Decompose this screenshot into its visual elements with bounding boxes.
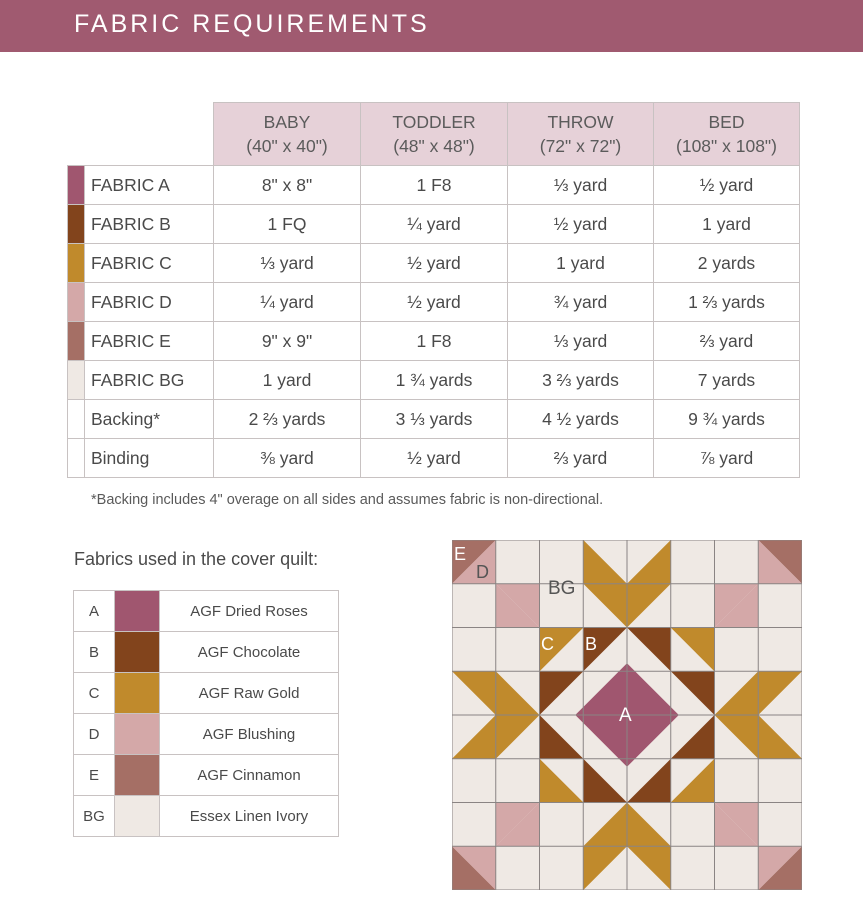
legend-row	[74, 673, 339, 714]
fabric-label: FABRIC D	[85, 283, 214, 322]
yardage-cell: 1 F8	[361, 322, 508, 361]
legend-swatch	[115, 755, 160, 796]
fabric-label: FABRIC A	[85, 166, 214, 205]
yardage-cell: 1 FQ	[214, 205, 361, 244]
fabric-requirements-table	[67, 102, 800, 478]
fabric-row	[68, 244, 800, 283]
yardage-cell: ⅔ yard	[654, 322, 800, 361]
legend-title: Fabrics used in the cover quilt:	[74, 549, 319, 569]
yardage-cell: 1 yard	[654, 205, 800, 244]
size-dims: (48" x 48")	[393, 136, 475, 156]
legend-row	[74, 714, 339, 755]
table-corner	[68, 103, 214, 166]
legend-fabric-name: AGF Dried Roses	[160, 591, 339, 632]
yardage-cell: ½ yard	[508, 205, 654, 244]
yardage-cell: 1 ¾ yards	[361, 361, 508, 400]
legend-fabric-name: AGF Cinnamon	[160, 755, 339, 796]
yardage-cell: 1 yard	[508, 244, 654, 283]
quilt-label-a: A	[619, 705, 632, 726]
fabric-row	[68, 205, 800, 244]
fabric-swatch	[68, 439, 85, 478]
fabric-label: FABRIC B	[85, 205, 214, 244]
size-name: THROW	[547, 112, 614, 132]
fabric-row	[68, 322, 800, 361]
size-name: TODDLER	[392, 112, 476, 132]
legend-row	[74, 632, 339, 673]
fabric-swatch	[68, 400, 85, 439]
yardage-cell: 1 F8	[361, 166, 508, 205]
cover-quilt-diagram	[452, 540, 802, 890]
fabric-swatch	[68, 205, 85, 244]
quilt-label-b: B	[585, 634, 598, 654]
size-name: BABY	[263, 112, 311, 132]
legend-fabric-name: AGF Blushing	[160, 714, 339, 755]
fabric-swatch	[68, 166, 85, 205]
yardage-cell: 4 ½ yards	[508, 400, 654, 439]
yardage-cell: ⅓ yard	[508, 166, 654, 205]
page-title: FABRIC REQUIREMENTS	[74, 10, 430, 38]
legend-swatch	[115, 796, 160, 837]
fabric-swatch	[68, 322, 85, 361]
legend-fabric-name: AGF Chocolate	[160, 632, 339, 673]
legend-swatch	[115, 632, 160, 673]
yardage-cell: 1 yard	[214, 361, 361, 400]
size-dims: (108" x 108")	[676, 136, 777, 156]
fabric-row	[68, 361, 800, 400]
yardage-cell: ½ yard	[654, 166, 800, 205]
fabric-row	[68, 400, 800, 439]
yardage-cell: ⅓ yard	[214, 244, 361, 283]
legend-code: D	[74, 714, 115, 755]
fabric-row	[68, 283, 800, 322]
yardage-cell: ¼ yard	[361, 205, 508, 244]
legend-row	[74, 796, 339, 837]
fabric-label: Backing*	[85, 400, 214, 439]
legend-code: B	[74, 632, 115, 673]
fabric-label: FABRIC BG	[85, 361, 214, 400]
yardage-cell: 8" x 8"	[214, 166, 361, 205]
yardage-cell: 2 ⅔ yards	[214, 400, 361, 439]
fabric-swatch	[68, 361, 85, 400]
legend-fabric-name: AGF Raw Gold	[160, 673, 339, 714]
legend-code: E	[74, 755, 115, 796]
yardage-cell: ¼ yard	[214, 283, 361, 322]
backing-footnote: *Backing includes 4" overage on all sides and assumes fabric is non-directional.	[91, 492, 604, 508]
yardage-cell: ½ yard	[361, 439, 508, 478]
yardage-cell: ⅞ yard	[654, 439, 800, 478]
yardage-cell: ⅔ yard	[508, 439, 654, 478]
yardage-cell: 9" x 9"	[214, 322, 361, 361]
fabric-label: FABRIC C	[85, 244, 214, 283]
size-header-bed	[654, 103, 800, 166]
quilt-label-e: E	[454, 544, 467, 564]
legend-swatch	[115, 673, 160, 714]
fabric-label: FABRIC E	[85, 322, 214, 361]
legend-code: A	[74, 591, 115, 632]
yardage-cell: ¾ yard	[508, 283, 654, 322]
legend-code: C	[74, 673, 115, 714]
legend-code: BG	[74, 796, 115, 837]
size-dims: (72" x 72")	[539, 136, 622, 156]
quilt-label-d: D	[476, 562, 489, 582]
quilt-label-bg: BG	[548, 578, 576, 599]
fabric-legend-table	[73, 590, 339, 837]
fabric-row	[68, 439, 800, 478]
size-header-baby	[214, 103, 361, 166]
legend-row	[74, 755, 339, 796]
legend-swatch	[115, 591, 160, 632]
yardage-cell: ⅜ yard	[214, 439, 361, 478]
yardage-cell: 3 ⅔ yards	[508, 361, 654, 400]
fabric-label: Binding	[85, 439, 214, 478]
size-header-throw	[508, 103, 654, 166]
yardage-cell: 1 ⅔ yards	[654, 283, 800, 322]
size-header-toddler	[361, 103, 508, 166]
yardage-cell: 3 ⅓ yards	[361, 400, 508, 439]
fabric-swatch	[68, 283, 85, 322]
yardage-cell: ½ yard	[361, 244, 508, 283]
legend-swatch	[115, 714, 160, 755]
quilt-label-c: C	[541, 634, 554, 654]
legend-fabric-name: Essex Linen Ivory	[160, 796, 339, 837]
yardage-cell: 2 yards	[654, 244, 800, 283]
title-banner	[0, 0, 863, 52]
fabric-row	[68, 166, 800, 205]
yardage-cell: ½ yard	[361, 283, 508, 322]
yardage-cell: 9 ¾ yards	[654, 400, 800, 439]
legend-row	[74, 591, 339, 632]
size-name: BED	[708, 112, 745, 132]
fabric-swatch	[68, 244, 85, 283]
size-dims: (40" x 40")	[246, 136, 328, 156]
yardage-cell: ⅓ yard	[508, 322, 654, 361]
yardage-cell: 7 yards	[654, 361, 800, 400]
